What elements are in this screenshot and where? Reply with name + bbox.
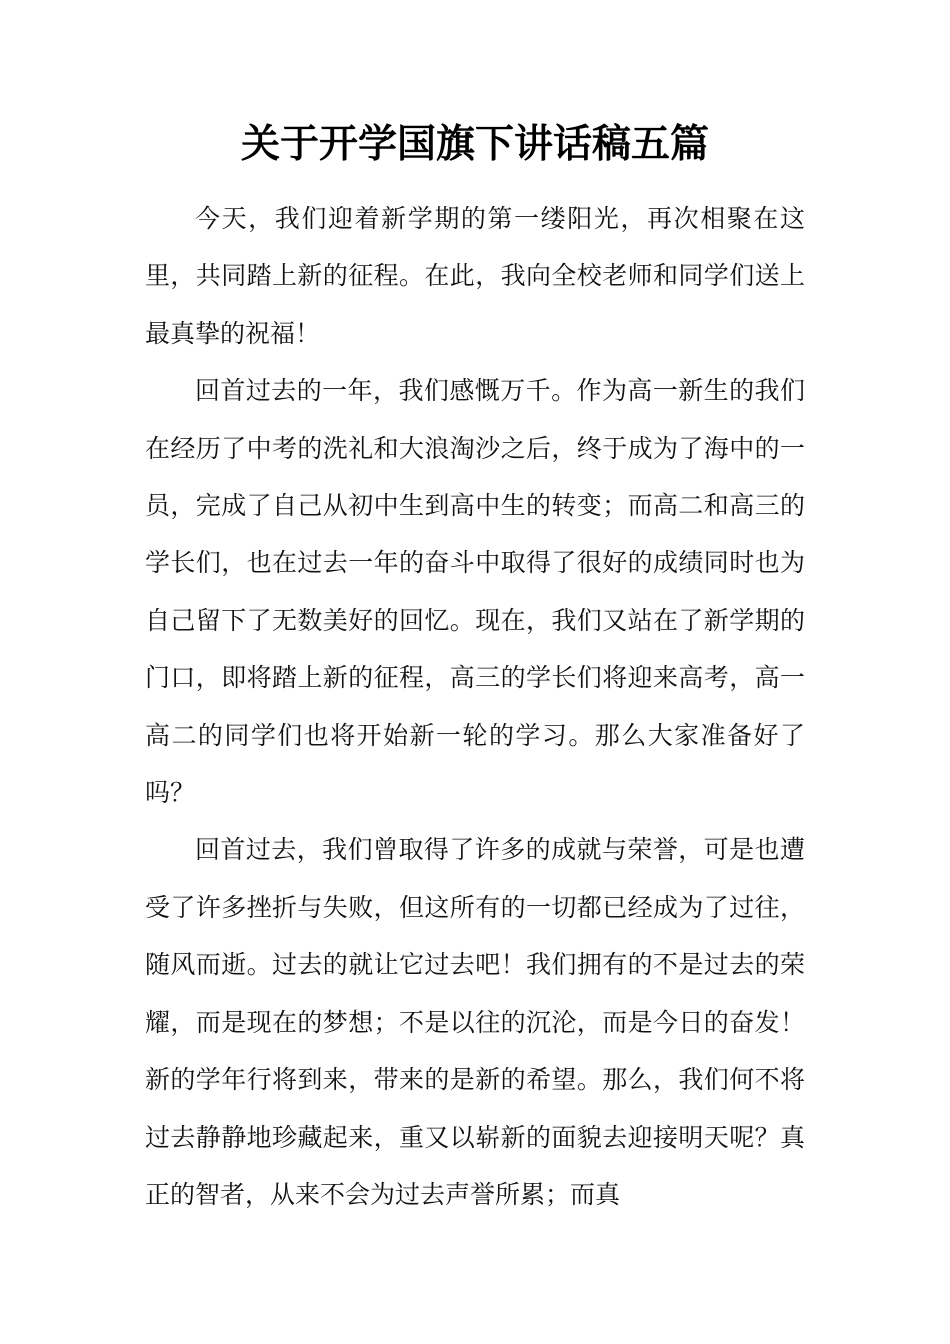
paragraph-2: 回首过去的一年，我们感慨万千。作为高一新生的我们在经历了中考的洗礼和大浪淘沙之后，终于成为了海中的一员，完成了自己从初中生到高中生的转变；而高二和高三的学长们，也在过去一年的奋斗中取得了很好的成绩同时也为自己留下了无数美好的回忆。现在，我们又站在了新学期的门口，即将踏上新的征程，高三的学长们将迎来高考，高一高二的同学们也将开始新一轮的学习。那么大家准备好了吗？	[145, 376, 805, 808]
paragraph-3: 回首过去，我们曾取得了许多的成就与荣誉，可是也遭受了许多挫折与失败，但这所有的一切都已经成为了过往，随风而逝。过去的就让它过去吧！我们拥有的不是过去的荣耀，而是现在的梦想；不是以往的沉沦，而是今日的奋发！新的学年行将到来，带来的是新的希望。那么，我们何不将过去静静地珍藏起来，重又以崭新的面貌去迎接明天呢？真正的智者，从来不会为过去声誉所累；而真	[145, 835, 805, 1209]
document-title: 关于开学国旗下讲话稿五篇	[240, 121, 709, 167]
paragraph-1: 今天，我们迎着新学期的第一缕阳光，再次相聚在这里，共同踏上新的征程。在此，我向全校老师和同学们送上最真挚的祝福！	[145, 204, 805, 348]
document-body	[145, 190, 805, 1223]
